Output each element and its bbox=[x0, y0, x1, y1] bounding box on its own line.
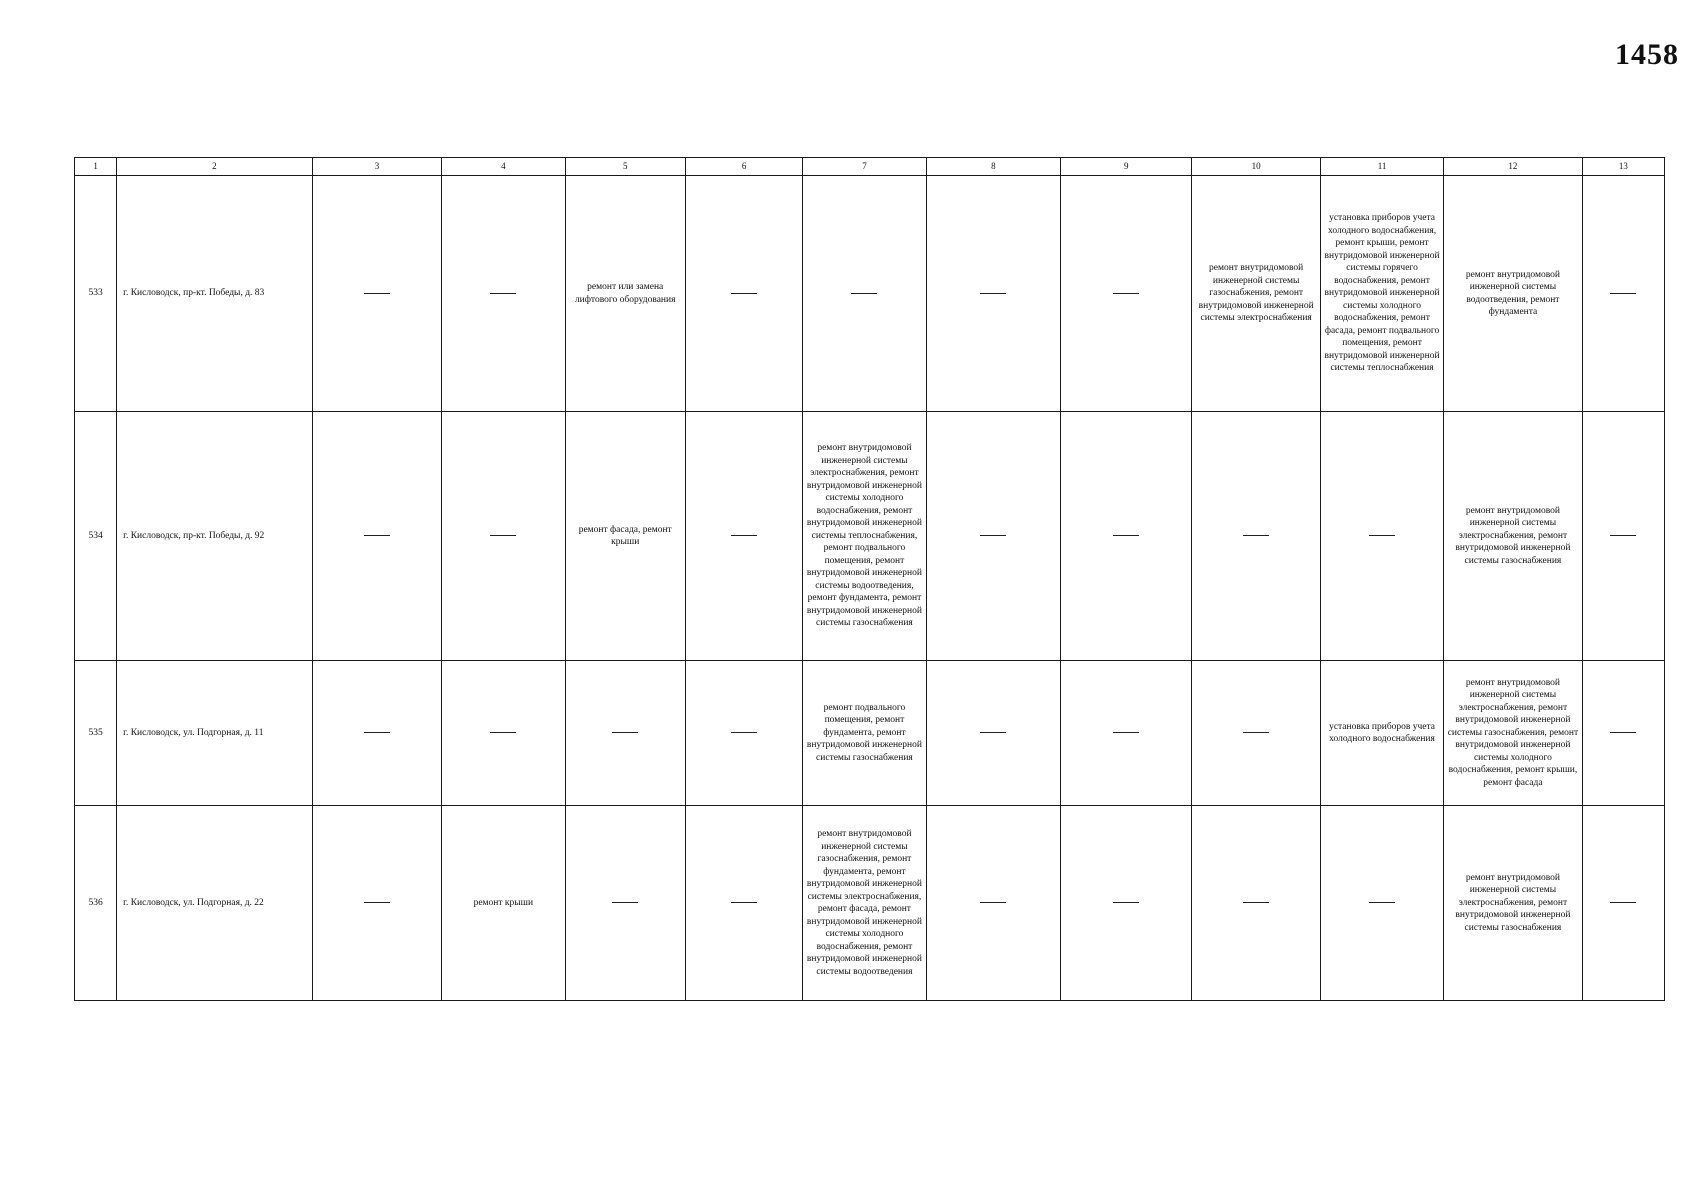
column-header: 9 bbox=[1061, 158, 1192, 176]
dash-mark bbox=[851, 293, 877, 294]
page-number: 1458 bbox=[1615, 38, 1679, 71]
cell-col8 bbox=[926, 806, 1060, 1001]
cell-col8 bbox=[926, 176, 1060, 412]
row-address: г. Кисловодск, ул. Подгорная, д. 22 bbox=[117, 806, 313, 1001]
cell-col11 bbox=[1320, 806, 1443, 1001]
cell-col3 bbox=[312, 806, 441, 1001]
column-header: 13 bbox=[1582, 158, 1664, 176]
cell-col4: ремонт крыши bbox=[442, 806, 565, 1001]
cell-col12: ремонт внутридомовой инженерной системы электроснабжения, ремонт внутридомовой инженерной системы газоснабжения, ремонт внутридомовой инженерной системы холодного водоснабжения, ремонт крыши, ремонт фасада bbox=[1444, 661, 1582, 806]
cell-col4 bbox=[442, 176, 565, 412]
dash-mark bbox=[1113, 535, 1139, 536]
cell-col11: установка приборов учета холодного водоснабжения bbox=[1320, 661, 1443, 806]
dash-mark bbox=[1369, 902, 1395, 903]
cell-col9 bbox=[1061, 661, 1192, 806]
row-address: г. Кисловодск, пр-кт. Победы, д. 92 bbox=[117, 412, 313, 661]
dash-mark bbox=[1243, 535, 1269, 536]
cell-col3 bbox=[312, 661, 441, 806]
dash-mark bbox=[490, 732, 516, 733]
cell-col3 bbox=[312, 412, 441, 661]
column-header: 8 bbox=[926, 158, 1060, 176]
dash-mark bbox=[980, 732, 1006, 733]
cell-col5 bbox=[565, 661, 685, 806]
dash-mark bbox=[1610, 535, 1636, 536]
cell-col12: ремонт внутридомовой инженерной системы водоотведения, ремонт фундамента bbox=[1444, 176, 1582, 412]
cell-col13 bbox=[1582, 661, 1664, 806]
row-number: 534 bbox=[75, 412, 117, 661]
row-number: 536 bbox=[75, 806, 117, 1001]
cell-col10: ремонт внутридомовой инженерной системы газоснабжения, ремонт внутридомовой инженерной системы электроснабжения bbox=[1192, 176, 1320, 412]
repair-schedule-table bbox=[74, 157, 1665, 1001]
dash-mark bbox=[490, 293, 516, 294]
cell-col8 bbox=[926, 661, 1060, 806]
table-header bbox=[75, 158, 1665, 176]
cell-col7 bbox=[803, 176, 926, 412]
cell-col7: ремонт внутридомовой инженерной системы газоснабжения, ремонт фундамента, ремонт внутридомовой инженерной системы электроснабжения, ремонт фасада, ремонт внутридомовой инженерной системы холодного водоснабжения, ремонт внутридомовой инженерной системы водоотведения bbox=[803, 806, 926, 1001]
cell-col4 bbox=[442, 661, 565, 806]
column-header: 6 bbox=[685, 158, 802, 176]
row-number: 535 bbox=[75, 661, 117, 806]
row-address: г. Кисловодск, ул. Подгорная, д. 11 bbox=[117, 661, 313, 806]
cell-col5 bbox=[565, 806, 685, 1001]
dash-mark bbox=[612, 732, 638, 733]
cell-col9 bbox=[1061, 412, 1192, 661]
row-address: г. Кисловодск, пр-кт. Победы, д. 83 bbox=[117, 176, 313, 412]
column-number-row bbox=[75, 158, 1665, 176]
dash-mark bbox=[1113, 732, 1139, 733]
dash-mark bbox=[1369, 535, 1395, 536]
dash-mark bbox=[1243, 902, 1269, 903]
cell-col9 bbox=[1061, 806, 1192, 1001]
cell-col10 bbox=[1192, 412, 1320, 661]
dash-mark bbox=[980, 293, 1006, 294]
column-header: 5 bbox=[565, 158, 685, 176]
dash-mark bbox=[731, 535, 757, 536]
cell-col5: ремонт фасада, ремонт крыши bbox=[565, 412, 685, 661]
cell-col10 bbox=[1192, 806, 1320, 1001]
column-header: 3 bbox=[312, 158, 441, 176]
table-row bbox=[75, 412, 1665, 661]
dash-mark bbox=[1113, 902, 1139, 903]
cell-col5: ремонт или замена лифтового оборудования bbox=[565, 176, 685, 412]
cell-col9 bbox=[1061, 176, 1192, 412]
row-number: 533 bbox=[75, 176, 117, 412]
table-row bbox=[75, 806, 1665, 1001]
cell-col4 bbox=[442, 412, 565, 661]
dash-mark bbox=[364, 732, 390, 733]
cell-col7: ремонт подвального помещения, ремонт фундамента, ремонт внутридомовой инженерной системы газоснабжения bbox=[803, 661, 926, 806]
cell-col8 bbox=[926, 412, 1060, 661]
cell-col12: ремонт внутридомовой инженерной системы электроснабжения, ремонт внутридомовой инженерной системы газоснабжения bbox=[1444, 806, 1582, 1001]
dash-mark bbox=[364, 535, 390, 536]
repair-schedule-table-wrapper bbox=[74, 157, 1665, 1001]
dash-mark bbox=[731, 732, 757, 733]
dash-mark bbox=[364, 902, 390, 903]
column-header: 10 bbox=[1192, 158, 1320, 176]
cell-col10 bbox=[1192, 661, 1320, 806]
cell-col13 bbox=[1582, 806, 1664, 1001]
cell-col11 bbox=[1320, 412, 1443, 661]
cell-col13 bbox=[1582, 176, 1664, 412]
cell-col13 bbox=[1582, 412, 1664, 661]
dash-mark bbox=[1243, 732, 1269, 733]
dash-mark bbox=[1113, 293, 1139, 294]
table-row bbox=[75, 176, 1665, 412]
column-header: 11 bbox=[1320, 158, 1443, 176]
dash-mark bbox=[731, 902, 757, 903]
dash-mark bbox=[612, 902, 638, 903]
dash-mark bbox=[490, 535, 516, 536]
cell-col3 bbox=[312, 176, 441, 412]
column-header: 7 bbox=[803, 158, 926, 176]
column-header: 1 bbox=[75, 158, 117, 176]
table-row bbox=[75, 661, 1665, 806]
dash-mark bbox=[1610, 732, 1636, 733]
dash-mark bbox=[731, 293, 757, 294]
dash-mark bbox=[980, 902, 1006, 903]
cell-col12: ремонт внутридомовой инженерной системы электроснабжения, ремонт внутридомовой инженерной системы газоснабжения bbox=[1444, 412, 1582, 661]
dash-mark bbox=[364, 293, 390, 294]
column-header: 2 bbox=[117, 158, 313, 176]
column-header: 4 bbox=[442, 158, 565, 176]
cell-col6 bbox=[685, 412, 802, 661]
cell-col6 bbox=[685, 176, 802, 412]
cell-col7: ремонт внутридомовой инженерной системы электроснабжения, ремонт внутридомовой инженерной системы холодного водоснабжения, ремонт внутридомовой инженерной системы теплоснабжения, ремонт подвального помещения, ремонт внутридомовой инженерной системы водоотведения, ремонт фундамента, ремонт внутридомовой инженерной системы газоснабжения bbox=[803, 412, 926, 661]
cell-col6 bbox=[685, 661, 802, 806]
dash-mark bbox=[1610, 293, 1636, 294]
cell-col11: установка приборов учета холодного водоснабжения, ремонт крыши, ремонт внутридомовой инженерной системы горячего водоснабжения, ремонт внутридомовой инженерной системы холодного водоснабжения, ремонт фасада, ремонт подвального помещения, ремонт внутридомовой инженерной системы теплоснабжения bbox=[1320, 176, 1443, 412]
dash-mark bbox=[1610, 902, 1636, 903]
table-body bbox=[75, 176, 1665, 1001]
dash-mark bbox=[980, 535, 1006, 536]
column-header: 12 bbox=[1444, 158, 1582, 176]
cell-col6 bbox=[685, 806, 802, 1001]
